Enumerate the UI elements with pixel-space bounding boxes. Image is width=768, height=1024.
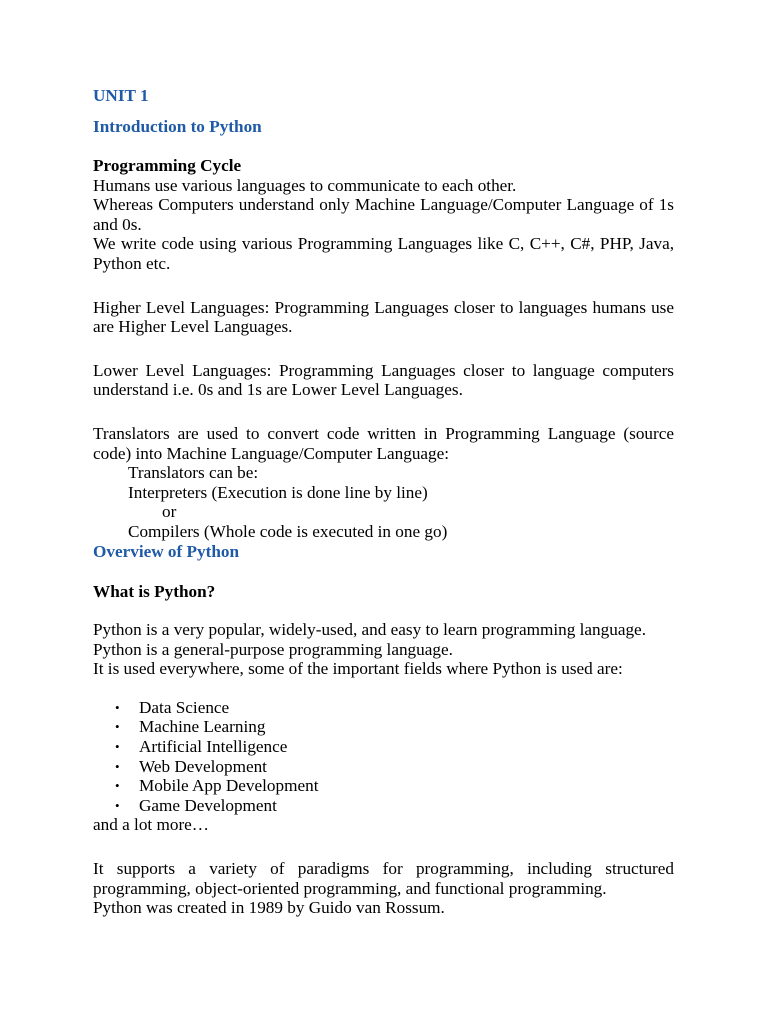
- programming-cycle-p1: Humans use various languages to communicate to each other.: [93, 175, 517, 195]
- bullet-icon: •: [115, 797, 120, 813]
- bullet-icon: •: [115, 758, 120, 774]
- list-item: [115, 697, 674, 718]
- programming-cycle-heading: Programming Cycle: [93, 156, 242, 175]
- list-item-label: Web Development: [139, 756, 267, 776]
- created-paragraph: Python was created in 1989 by Guido van Rossum.: [93, 898, 445, 918]
- list-item-label: Mobile App Development: [139, 776, 319, 796]
- translators-interpreters: Interpreters (Execution is done line by line): [128, 482, 428, 502]
- programming-cycle-p3: We write code using various Programming Languages like C, C++, C#, PHP, Java, Python etc.: [93, 234, 674, 273]
- list-item-label: Data Science: [139, 697, 230, 717]
- bullet-icon: •: [115, 719, 120, 735]
- list-item-label: Machine Learning: [139, 717, 266, 737]
- list-item: [115, 717, 674, 737]
- paradigms-paragraph: It supports a variety of paradigms for programming, including structured programming, object-oriented programming, and functional programming.: [93, 859, 674, 898]
- list-item: [115, 737, 674, 757]
- python-fields-list: [93, 698, 674, 816]
- what-is-python-p2: Python is a general-purpose programming language.: [93, 639, 453, 659]
- translators-or: or: [162, 502, 177, 522]
- what-is-python-heading: What is Python?: [93, 581, 216, 601]
- list-item: [115, 795, 674, 816]
- translators-intro: Translators are used to convert code written in Programming Language (source code) into Machine Language/Computer Language:: [93, 423, 674, 463]
- programming-cycle-p2: Whereas Computers understand only Machine Language/Computer Language of 1s and 0s.: [93, 195, 674, 234]
- bullet-icon: •: [115, 739, 120, 755]
- higher-level-paragraph: Higher Level Languages: Programming Languages closer to languages humans use are Higher Level Languages.: [93, 297, 674, 337]
- what-is-python-p1: Python is a very popular, widely-used, and easy to learn programming language.: [93, 620, 646, 640]
- intro-title: Introduction to Python: [93, 117, 262, 136]
- bullet-icon: •: [115, 699, 120, 715]
- what-is-python-p3: It is used everywhere, some of the important fields where Python is used are:: [93, 659, 623, 679]
- document-page: [93, 86, 674, 918]
- list-item-label: Artificial Intelligence: [139, 737, 288, 757]
- and-more-text: and a lot more…: [93, 815, 209, 835]
- translators-compilers: Compilers (Whole code is executed in one go): [128, 521, 448, 541]
- lower-level-paragraph: Lower Level Languages: Programming Languages closer to language computers understand i.e. 0s and 1s are Lower Level Languages.: [93, 360, 674, 400]
- list-item-label: Game Development: [139, 795, 277, 815]
- translators-can-be: Translators can be:: [128, 463, 259, 483]
- list-item: [115, 756, 674, 777]
- bullet-icon: •: [115, 778, 120, 794]
- overview-title: Overview of Python: [93, 541, 240, 561]
- list-item: [115, 776, 674, 796]
- unit-title: UNIT 1: [93, 86, 149, 105]
